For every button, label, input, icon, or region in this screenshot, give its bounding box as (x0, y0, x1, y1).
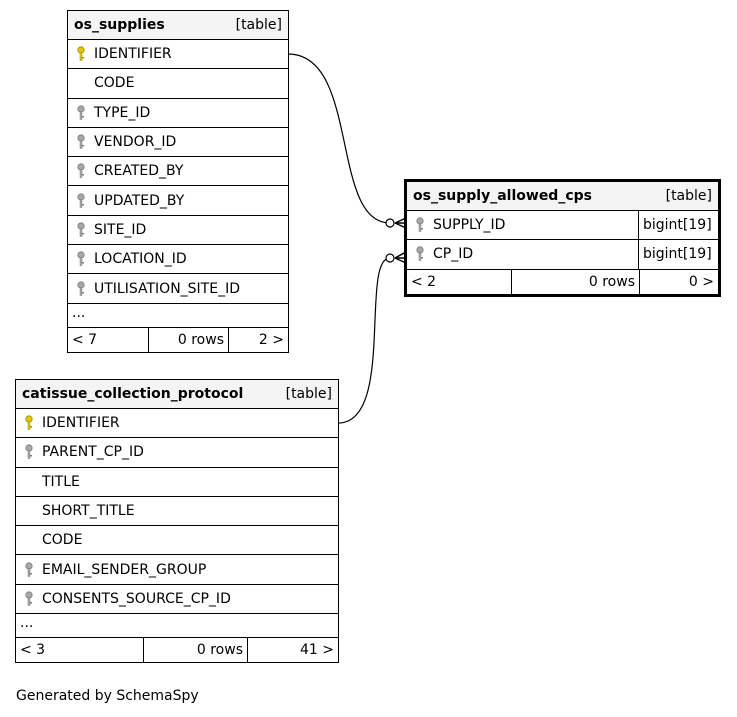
column-row[interactable] (407, 211, 718, 240)
foreign-key-icon (68, 222, 94, 238)
column-row[interactable] (68, 274, 288, 303)
table-os-supplies[interactable] (67, 10, 289, 353)
column-name: UPDATED_BY (94, 192, 185, 209)
column-row[interactable] (16, 409, 338, 438)
table-name: catissue_collection_protocol (22, 386, 244, 402)
edge-cp-id (338, 258, 390, 423)
foreign-key-icon (68, 163, 94, 179)
table-footer (407, 270, 718, 294)
row-count: 0 rows (149, 328, 229, 352)
more-columns-ellipsis: ... (16, 614, 338, 638)
foreign-key-icon (407, 217, 433, 233)
table-header (16, 380, 338, 409)
column-name: CP_ID (433, 246, 474, 263)
primary-key-icon (68, 46, 94, 62)
foreign-key-icon (68, 281, 94, 297)
column-name: LOCATION_ID (94, 251, 187, 268)
table-type: [table] (285, 386, 332, 402)
column-name: PARENT_CP_ID (42, 444, 144, 461)
column-name: TITLE (42, 473, 80, 490)
foreign-key-icon (68, 105, 94, 121)
column-row[interactable] (68, 99, 288, 128)
column-row[interactable] (68, 69, 288, 98)
children-count[interactable]: 41 > (300, 642, 334, 659)
column-name: UTILISATION_SITE_ID (94, 280, 240, 297)
column-name: CREATED_BY (94, 163, 184, 180)
column-name: TYPE_ID (94, 104, 151, 121)
foreign-key-icon (16, 591, 42, 607)
foreign-key-icon (68, 134, 94, 150)
column-row[interactable] (68, 186, 288, 215)
edge-supply-id (288, 54, 390, 223)
parents-count[interactable]: < 3 (16, 638, 144, 662)
column-row[interactable] (407, 240, 718, 269)
table-os-supply-allowed-cps[interactable] (404, 179, 721, 297)
column-row[interactable] (68, 128, 288, 157)
edge-cp-id-zero-marker (386, 254, 394, 262)
column-name: IDENTIFIER (42, 415, 120, 432)
column-name: CODE (42, 532, 83, 549)
table-name: os_supply_allowed_cps (413, 188, 592, 204)
column-name: CODE (94, 75, 135, 92)
table-footer (16, 638, 338, 662)
column-name: SUPPLY_ID (433, 217, 506, 234)
row-count: 0 rows (512, 270, 640, 294)
column-row[interactable] (68, 40, 288, 69)
column-row[interactable] (68, 157, 288, 186)
generated-by-note: Generated by SchemaSpy (16, 688, 199, 704)
column-name: EMAIL_SENDER_GROUP (42, 561, 207, 578)
foreign-key-icon (68, 193, 94, 209)
foreign-key-icon (16, 444, 42, 460)
column-row[interactable] (16, 438, 338, 467)
column-row[interactable] (16, 585, 338, 614)
children-count[interactable]: 2 > (258, 331, 284, 348)
column-name: VENDOR_ID (94, 134, 177, 151)
parents-count[interactable]: < 7 (68, 328, 149, 352)
table-catissue-collection-protocol[interactable] (15, 379, 339, 663)
column-row[interactable] (16, 468, 338, 497)
column-name: SITE_ID (94, 221, 147, 238)
table-header (407, 182, 718, 211)
column-name: SHORT_TITLE (42, 503, 135, 520)
column-name: IDENTIFIER (94, 46, 172, 63)
foreign-key-icon (407, 246, 433, 262)
table-header (68, 11, 288, 40)
column-datatype: bigint[19] (638, 240, 718, 268)
row-count: 0 rows (144, 638, 248, 662)
parents-count[interactable]: < 2 (407, 270, 512, 294)
table-name: os_supplies (74, 17, 165, 33)
column-name: CONSENTS_SOURCE_CP_ID (42, 590, 231, 607)
primary-key-icon (16, 415, 42, 431)
children-count[interactable]: 0 > (688, 273, 714, 290)
foreign-key-icon (16, 562, 42, 578)
foreign-key-icon (68, 251, 94, 267)
column-row[interactable] (68, 216, 288, 245)
column-row[interactable] (16, 526, 338, 555)
table-type: [table] (235, 17, 282, 33)
edge-supply-id-zero-marker (386, 219, 394, 227)
column-row[interactable] (16, 497, 338, 526)
column-row[interactable] (16, 555, 338, 584)
table-footer (68, 328, 288, 352)
column-row[interactable] (68, 245, 288, 274)
table-type: [table] (665, 188, 712, 204)
column-datatype: bigint[19] (638, 211, 718, 239)
more-columns-ellipsis: ... (68, 304, 288, 328)
